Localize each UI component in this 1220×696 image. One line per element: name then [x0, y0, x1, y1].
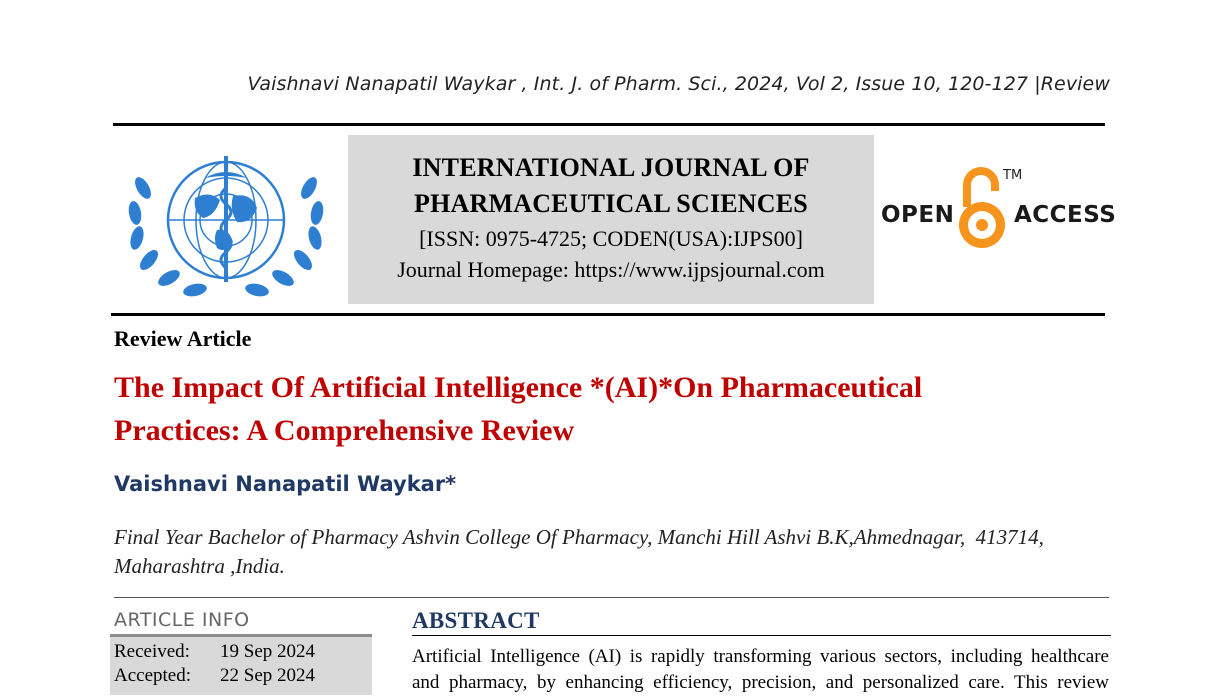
info-value-received: 19 Sep 2024 — [220, 641, 315, 662]
abstract-heading: ABSTRACT — [412, 608, 540, 633]
info-label-accepted: Accepted: — [114, 665, 192, 686]
abstract-rule — [412, 635, 1111, 636]
abstract-line2: and pharmacy, by enhancing efficiency, precision, and personalized care. This review — [412, 672, 1109, 693]
trademark-mark: TM — [1003, 168, 1023, 183]
open-access-logo — [880, 165, 1117, 255]
journal-homepage[interactable]: Journal Homepage: https://www.ijpsjournal.com — [397, 257, 825, 282]
article-info-box — [110, 637, 372, 695]
article-type: Review Article — [114, 326, 252, 351]
affiliation-line1: Final Year Bachelor of Pharmacy Ashvin College Of Pharmacy, Manchi Hill Ashvi B.K,Ahmednagar, 413714, — [114, 525, 1044, 549]
journal-issn: [ISSN: 0975-4725; CODEN(USA):IJPS00] — [419, 226, 803, 251]
affiliation-line2: Maharashtra ,India. — [114, 554, 285, 578]
abstract-line1: Artificial Intelligence (AI) is rapidly transforming various sectors, including healthcare — [412, 646, 1109, 667]
journal-name — [348, 150, 874, 222]
affiliation-divider — [114, 597, 1109, 598]
header-rule-top — [113, 123, 1105, 126]
running-header: Vaishnavi Nanapatil Waykar , Int. J. of Pharm. Sci., 2024, Vol 2, Issue 10, 120-127 |Review — [247, 73, 1110, 95]
author-affiliation — [114, 523, 1114, 581]
article-title — [114, 366, 1114, 452]
author-name[interactable]: Vaishnavi Nanapatil Waykar* — [114, 472, 457, 496]
abstract-text — [412, 644, 1109, 696]
open-access-access-text: ACCESS — [1014, 202, 1117, 228]
journal-name-line2: PHARMACEUTICAL SCIENCES — [414, 189, 808, 218]
article-title-line1: The Impact Of Artificial Intelligence *(AI)*On Pharmaceutical — [114, 371, 923, 404]
header-rule-bottom — [111, 313, 1105, 316]
article-title-line2: Practices: A Comprehensive Review — [114, 414, 575, 447]
article-info-row — [114, 641, 315, 663]
info-label-received: Received: — [114, 641, 190, 662]
open-access-open-text: OPEN — [881, 202, 955, 228]
article-info-row — [114, 665, 315, 687]
journal-emblem-logo — [125, 138, 327, 306]
info-value-accepted: 22 Sep 2024 — [220, 665, 315, 686]
journal-name-line1: INTERNATIONAL JOURNAL OF — [412, 153, 810, 182]
journal-title-box — [348, 135, 874, 304]
article-info-heading: ARTICLE INFO — [114, 609, 250, 631]
